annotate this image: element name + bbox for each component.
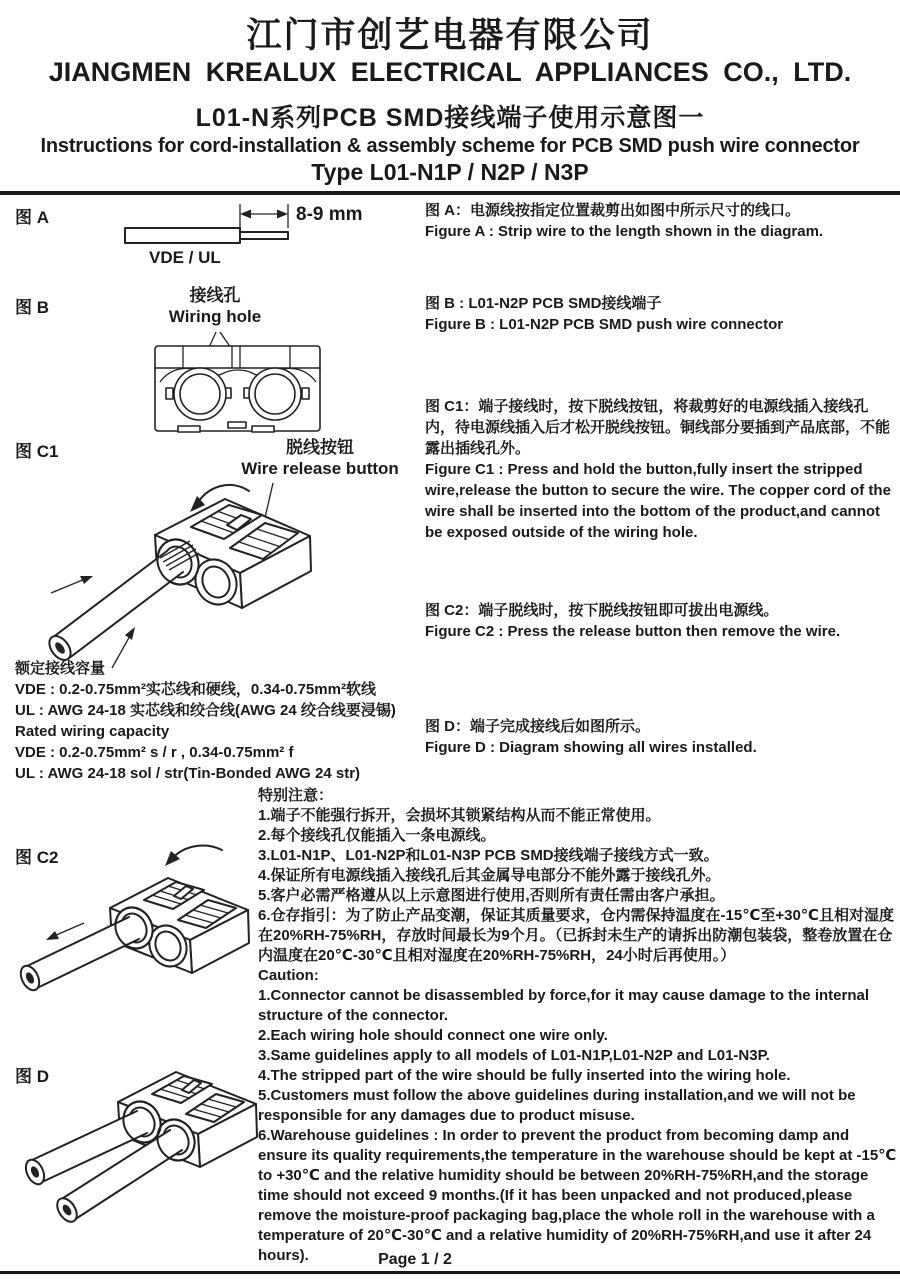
note-item-cn: 5.客户必需严格遵从以上示意图进行使用,否则所有责任需由客户承担。 [258, 887, 725, 904]
page-number: Page 1 / 2 [378, 1251, 452, 1268]
doc-subtitle-en: Instructions for cord-installation & assembly scheme for PCB SMD push wire connector [40, 135, 860, 157]
rated-capacity-vde-cn: VDE : 0.2-0.75mm²实芯线和硬线，0.34-0.75mm²软线 [15, 681, 376, 698]
special-notes-block [258, 786, 898, 1266]
note-item-cn: 3.L01-N1P、L01-N2P和L01-N3P PCB SMD接线端子接线方式一致。 [258, 847, 719, 864]
note-item-en: 3.Same guidelines apply to all models of L01-N1P,L01-N2P and L01-N3P. [258, 1047, 770, 1064]
note-item-en: 4.The stripped part of the wire should be fully inserted into the wiring hole. [258, 1067, 791, 1084]
remove-direction-arrow-icon [46, 923, 84, 940]
figure-a-desc-en: Figure A : Strip wire to the length shown in the diagram. [425, 223, 824, 240]
figure-d-desc-en: Figure D : Diagram showing all wires installed. [425, 739, 757, 756]
wiring-hole-callout-cn: 接线孔 [189, 286, 241, 305]
figure-c2-desc-en: Figure C2 : Press the release button then remove the wire. [425, 623, 841, 640]
figure-a-desc-cn: 图 A：电源线按指定位置裁剪出如图中所示尺寸的线口。 [425, 202, 801, 219]
wiring-hole-callout-en: Wiring hole [168, 307, 262, 326]
note-item-en: 6.Warehouse guidelines : In order to prevent the product from becoming damp and ensure its quality requirements,the temperature in the warehouse should be kept at -15℃ to +30℃ and the relative humidity should be between 20%RH-75%RH,and the storage time should not exceed 9 months.(If it has been unpacked and not produced,please remove the moisture-proof packaging bag,place the whole roll in the warehouse with a temperature of 20℃-30℃ and a relative humidity of 20%RH-75%RH,and use it after 24 hours). [258, 1127, 897, 1264]
figure-c2-label: 图 C2 [15, 848, 59, 867]
company-name-cn: 江门市创艺电器有限公司 [246, 16, 654, 55]
header-divider [0, 191, 900, 195]
figure-a-label: 图 A [15, 208, 49, 227]
press-rotate-arrow-icon [165, 846, 222, 866]
notes-title-cn: 特别注意： [258, 787, 334, 804]
note-item-en: 5.Customers must follow the above guidelines during installation,and we will not be responsible for any damages due to product misuse. [258, 1087, 856, 1124]
rated-capacity-title-cn: 额定接线容量 [15, 660, 106, 677]
stripped-wire [125, 228, 288, 243]
doc-subtitle-cn: L01-N系列PCB SMD接线端子使用示意图一 [195, 104, 705, 132]
release-button-callout-cn: 脱线按钮 [286, 438, 354, 457]
connector-front-view-diagram [152, 330, 324, 438]
figure-d-label: 图 D [15, 1067, 49, 1086]
figure-c1-label: 图 C1 [15, 442, 59, 461]
remove-wire-diagram [10, 840, 270, 1025]
wire-standard-label: VDE / UL [149, 248, 221, 267]
wire-strip-diagram [123, 200, 308, 250]
figure-c1-desc-en: Figure C1 : Press and hold the button,fully insert the stripped wire,release the button to secure the wire. The copper cord of the wire shall be inserted into the bottom of the product,and cannot be exposed outside of the wiring hole. [425, 461, 891, 541]
figure-c1-desc-cn: 图 C1：端子接线时，按下脱线按钮，将裁剪好的电源线插入接线孔内，待电源线插入后才松开脱线按钮。铜线部分要插到产品底部，不能露出插线孔外。 [425, 398, 891, 457]
wires-installed-diagram [10, 1050, 270, 1275]
insert-direction-arrow-icon [51, 576, 93, 593]
note-item-en: 1.Connector cannot be disassembled by force,for it may cause damage to the internal structure of the connector. [258, 987, 869, 1024]
rated-capacity-block [15, 658, 430, 784]
rated-capacity-ul-en: UL : AWG 24-18 sol / str(Tin-Bonded AWG 24 str) [15, 765, 361, 782]
footer-divider [0, 1271, 900, 1274]
type-line: Type L01-N1P / N2P / N3P [311, 159, 589, 185]
figure-d-desc-cn: 图 D：端子完成接线后如图所示。 [425, 718, 651, 735]
company-name-en: JIANGMEN KREALUX ELECTRICAL APPLIANCES CO., LTD. [48, 57, 852, 87]
rated-capacity-title-en: Rated wiring capacity [15, 723, 170, 740]
note-item-cn: 1.端子不能强行拆开，会损坏其锁紧结构从而不能正常使用。 [258, 807, 661, 824]
note-item-en: 2.Each wiring hole should connect one wire only. [258, 1027, 608, 1044]
strip-length-dimension: 8-9 mm [296, 204, 363, 225]
note-item-cn: 4.保证所有电源线插入接线孔后其金属导电部分不能外露于接线孔外。 [258, 867, 721, 884]
note-item-cn: 2.每个接线孔仅能插入一条电源线。 [258, 827, 496, 844]
rated-capacity-ul-cn: UL : AWG 24-18 实芯线和绞合线(AWG 24 绞合线要浸锡) [15, 702, 396, 719]
wire [17, 917, 139, 993]
figure-b-desc-cn: 图 B : L01-N2P PCB SMD接线端子 [425, 295, 662, 312]
insert-wire-diagram [15, 463, 345, 675]
rated-capacity-vde-en: VDE : 0.2-0.75mm² s / r , 0.34-0.75mm² f [15, 744, 294, 761]
figure-c2-desc-cn: 图 C2：端子脱线时，按下脱线按钮即可拔出电源线。 [425, 602, 779, 619]
notes-title-en: Caution: [258, 967, 319, 984]
release-button-callout-en: Wire release button [241, 459, 399, 478]
figure-b-label: 图 B [15, 298, 49, 317]
dimension-arrow-icon [240, 204, 288, 228]
note-item-cn: 6.仓存指引：为了防止产品变潮，保证其质量要求，仓内需保持温度在-15℃至+30℃且相对湿度在20%RH-75%RH，存放时间最长为9个月。（已拆封未生产的请拆出防潮包装袋，整卷放置在仓内温度在20℃-30℃且相对湿度在20%RH-75%RH，24小时后再使用。） [258, 907, 894, 964]
figure-b-desc-en: Figure B : L01-N2P PCB SMD push wire connector [425, 316, 784, 333]
